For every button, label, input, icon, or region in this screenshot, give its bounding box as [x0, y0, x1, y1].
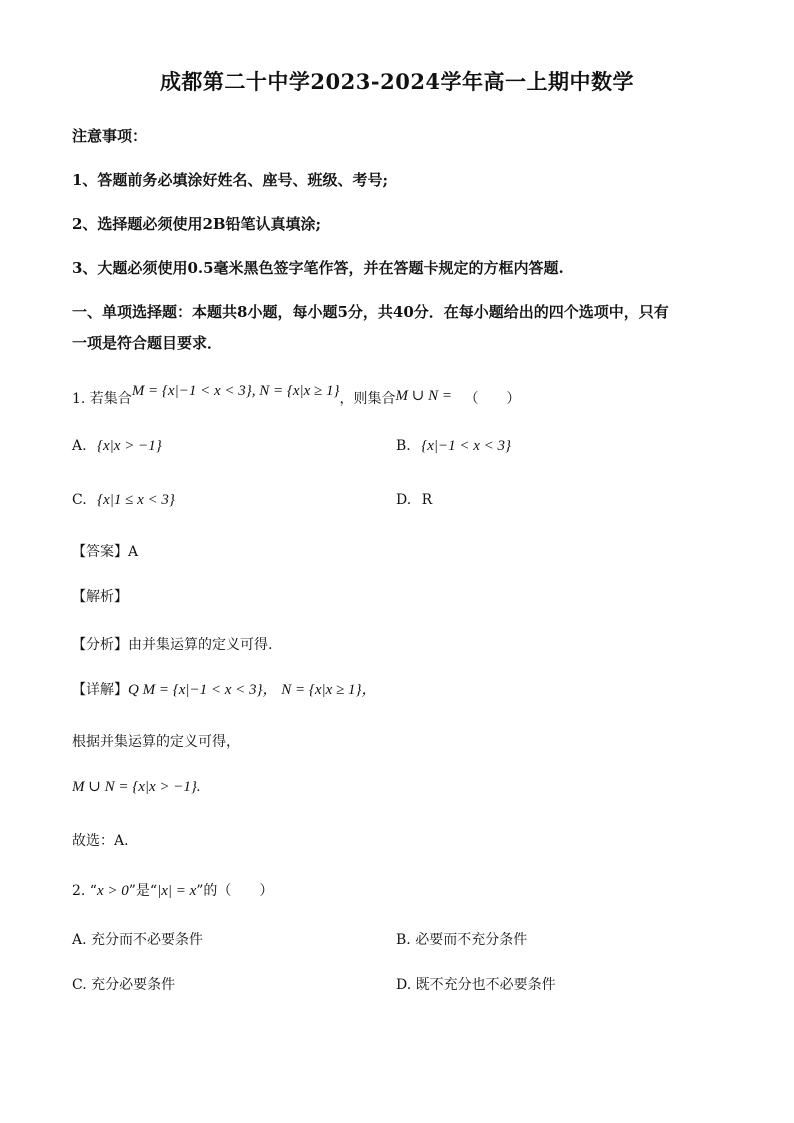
question-2-stem: [72, 880, 273, 900]
question-2-option-c: C. 充分必要条件: [72, 977, 176, 993]
analysis-tag: 【解析】: [72, 589, 128, 605]
answer-line: [72, 541, 138, 561]
question-1-union: M ∪ N =: [395, 388, 452, 404]
option-d-value: R: [421, 492, 433, 508]
option-b-value: {x|−1 < x < 3}: [421, 438, 512, 454]
answer-value: A: [128, 544, 139, 560]
option-c-label: C.: [72, 492, 87, 508]
question-2-option-a: A. 充分而不必要条件: [72, 932, 204, 948]
fenxi-tag: 【分析】: [72, 637, 128, 653]
xiangjie-math: Q M = {x|−1 < x < 3}， N = {x|x ≥ 1}，: [128, 682, 377, 698]
notice-item-2: 2、选择题必须使用2B铅笔认真填涂;: [72, 215, 322, 233]
solution-step: 根据并集运算的定义可得，: [72, 734, 240, 750]
question-2-middle: ”是“: [128, 883, 158, 899]
answer-tag: 【答案】: [72, 544, 128, 560]
question-2-option-d: D. 既不充分也不必要条件: [396, 977, 556, 993]
question-2-suffix: ”的（ ）: [196, 883, 274, 899]
xiangjie-line: [72, 678, 377, 699]
option-c-value: {x|1 ≤ x < 3}: [97, 492, 175, 508]
question-1-option-a: [72, 438, 162, 455]
notice-item-3: 3、大题必须使用0.5毫米黑色签字笔作答，并在答题卡规定的方框内答题.: [72, 259, 564, 277]
notice-heading: 注意事项：: [72, 127, 148, 145]
page-title: 成都第二十中学2023-2024学年高一上期中数学: [159, 69, 635, 94]
question-1-set-definition: M = {x|−1 < x < 3}, N = {x|x ≥ 1}: [131, 383, 340, 399]
fenxi-text: 由并集运算的定义可得.: [128, 637, 273, 653]
section-heading-line-2: 一项是符合题目要求．: [72, 334, 223, 352]
solution-result: M ∪ N = {x|x > −1}.: [72, 779, 201, 795]
question-2-condition-1: x > 0: [96, 883, 129, 899]
question-1-option-d: [396, 492, 432, 508]
question-1-prefix: 1. 若集合: [72, 391, 132, 407]
question-2-condition-2: |x| = x: [157, 883, 197, 899]
option-a-label: A.: [72, 438, 87, 454]
option-b-label: B.: [396, 438, 411, 454]
question-2-option-b: B. 必要而不充分条件: [396, 932, 528, 948]
option-d-label: D.: [396, 492, 412, 508]
solution-choose: 故选：A.: [72, 833, 129, 849]
section-heading-line-1: 一、单项选择题：本题共8小题，每小题5分，共40分．在每小题给出的四个选项中，只有: [72, 303, 669, 321]
question-1-option-c: [72, 492, 175, 509]
fenxi-line: [72, 634, 272, 654]
option-a-value: {x|x > −1}: [97, 438, 162, 454]
question-1-option-b: [396, 438, 511, 455]
question-1-stem: [72, 383, 521, 408]
question-1-middle: ，则集合: [339, 391, 396, 407]
question-1-blank: （ ）: [464, 391, 521, 407]
xiangjie-tag: 【详解】: [72, 682, 128, 698]
notice-item-1: 1、答题前务必填涂好姓名、座号、班级、考号;: [72, 171, 388, 189]
question-2-prefix: 2. “: [72, 883, 97, 899]
